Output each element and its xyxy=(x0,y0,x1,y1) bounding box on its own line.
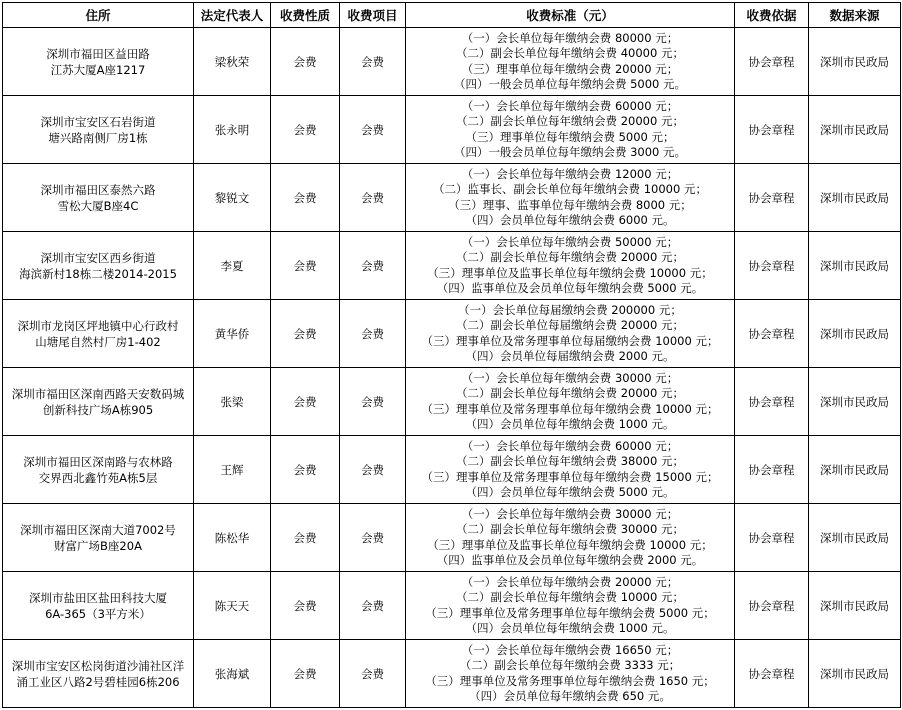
fee-standard-cell xyxy=(406,640,735,708)
address-line: 深圳市福田区深南路与农林路 xyxy=(23,454,173,469)
address-line: 财富广场B座20A xyxy=(54,538,142,553)
address-line: 深圳市龙岗区坪地镇中心行政村 xyxy=(17,318,179,333)
header-row xyxy=(3,3,901,28)
fee-standards-table xyxy=(2,2,901,708)
table-row xyxy=(3,436,901,504)
fee-standard-line: （二）副会长单位每年缴纳会费 20000 元； xyxy=(456,386,684,400)
address-line: 深圳市盐田区盐田科技大厦 xyxy=(29,590,167,605)
fee-standard-line: （三）理事单位每年缴纳会费 5000 元； xyxy=(465,129,675,144)
fee-standard-line: （三）理事单位及常务理事单位每年缴纳会费 5000 元； xyxy=(425,605,715,620)
fee-standard-cell xyxy=(406,368,735,436)
fee-nature-cell: 会费 xyxy=(271,436,340,504)
fee-standard-line: （四）会员单位每年缴纳会费 650 元。 xyxy=(469,689,671,703)
fee-nature-cell: 会费 xyxy=(271,28,340,96)
fee-nature-cell: 会费 xyxy=(271,572,340,640)
address-cell xyxy=(3,300,194,368)
address-cell xyxy=(3,504,194,572)
representative-cell: 黎锐文 xyxy=(194,164,271,232)
table-row xyxy=(3,572,901,640)
fee-standard-line: （三）理事单位及监事长单位每年缴纳会费 10000 元； xyxy=(427,265,713,280)
address-line: 江苏大厦A座1217 xyxy=(50,62,146,77)
address-cell xyxy=(3,232,194,300)
representative-cell: 张海斌 xyxy=(194,640,271,708)
address-line: 山塘尾自然村厂房1-402 xyxy=(35,334,161,349)
fee-basis-cell: 协会章程 xyxy=(735,640,809,708)
data-source-cell: 深圳市民政局 xyxy=(809,28,901,96)
header-fee-basis: 收费依据 xyxy=(735,3,809,28)
fee-standard-line: （一）会长单位每年缴纳会费 16650 元； xyxy=(461,642,679,657)
data-source-cell: 深圳市民政局 xyxy=(809,572,901,640)
table-row xyxy=(3,368,901,436)
fee-nature-cell: 会费 xyxy=(271,96,340,164)
fee-standard-line: （三）理事、监事单位每年缴纳会费 8000 元； xyxy=(448,197,692,212)
table-row xyxy=(3,28,901,96)
fee-item-cell: 会费 xyxy=(340,96,406,164)
fee-item-cell: 会费 xyxy=(340,640,406,708)
header-representative: 法定代表人 xyxy=(194,3,271,28)
fee-standard-line: （二）副会长单位每年缴纳会费 10000 元； xyxy=(456,590,684,604)
fee-standard-cell xyxy=(406,300,735,368)
address-line: 深圳市宝安区松岗街道沙浦社区洋 xyxy=(11,658,185,673)
fee-standard-line: （二）副会长单位每年缴纳会费 40000 元； xyxy=(456,46,684,60)
address-cell xyxy=(3,368,194,436)
fee-item-cell: 会费 xyxy=(340,164,406,232)
address-cell xyxy=(3,96,194,164)
fee-basis-cell: 协会章程 xyxy=(735,504,809,572)
representative-cell: 陈天天 xyxy=(194,572,271,640)
address-line: 深圳市福田区深南西路天安数码城 xyxy=(11,386,185,401)
header-fee-standard: 收费标准（元） xyxy=(406,3,735,28)
fee-basis-cell: 协会章程 xyxy=(735,368,809,436)
representative-cell: 张永明 xyxy=(194,96,271,164)
address-line: 深圳市宝安区西乡街道 xyxy=(40,250,156,265)
table-row xyxy=(3,640,901,708)
fee-standard-line: （二）副会长单位每年缴纳会费 38000 元； xyxy=(456,454,684,468)
fee-standard-line: （四）会员单位每年缴纳会费 1000 元。 xyxy=(465,621,675,635)
fee-standard-line: （三）理事单位及监事长单位每年缴纳会费 10000 元； xyxy=(427,537,713,552)
fee-standard-cell xyxy=(406,436,735,504)
fee-nature-cell: 会费 xyxy=(271,232,340,300)
address-line: 塘兴路南侧厂房1栋 xyxy=(48,130,148,145)
representative-cell: 黄华侨 xyxy=(194,300,271,368)
representative-cell: 梁秋荣 xyxy=(194,28,271,96)
fee-basis-cell: 协会章程 xyxy=(735,436,809,504)
address-line: 深圳市宝安区石岩街道 xyxy=(40,114,156,129)
fee-standard-cell xyxy=(406,504,735,572)
fee-nature-cell: 会费 xyxy=(271,368,340,436)
fee-standard-line: （一）会长单位每年缴纳会费 80000 元； xyxy=(461,30,679,45)
fee-standard-cell xyxy=(406,232,735,300)
fee-standard-line: （一）会长单位每年缴纳会费 30000 元； xyxy=(461,506,679,521)
representative-cell: 张梁 xyxy=(194,368,271,436)
header-fee-item: 收费项目 xyxy=(340,3,406,28)
address-line: 深圳市福田区泰然六路 xyxy=(40,182,156,197)
fee-item-cell: 会费 xyxy=(340,504,406,572)
fee-basis-cell: 协会章程 xyxy=(735,96,809,164)
address-line: 深圳市福田区益田路 xyxy=(46,46,150,61)
fee-standard-line: （三）理事单位及常务理事单位每年缴纳会费 15000 元； xyxy=(421,469,719,484)
fee-basis-cell: 协会章程 xyxy=(735,300,809,368)
fee-standard-cell xyxy=(406,96,735,164)
fee-item-cell: 会费 xyxy=(340,28,406,96)
table-row xyxy=(3,164,901,232)
fee-nature-cell: 会费 xyxy=(271,640,340,708)
fee-standard-line: （四）会员单位每届缴纳会费 2000 元。 xyxy=(465,349,675,363)
fee-standard-line: （四）监事单位及会员单位每年缴纳会费 5000 元。 xyxy=(436,281,704,295)
header-data-source: 数据来源 xyxy=(809,3,901,28)
data-source-cell: 深圳市民政局 xyxy=(809,164,901,232)
representative-cell: 王辉 xyxy=(194,436,271,504)
fee-standard-cell xyxy=(406,572,735,640)
address-cell xyxy=(3,436,194,504)
data-source-cell: 深圳市民政局 xyxy=(809,232,901,300)
fee-standard-line: （三）理事单位及常务理事单位每年缴纳会费 1650 元； xyxy=(425,673,715,688)
address-line: 6A-365（3平方米） xyxy=(45,606,151,621)
fee-basis-cell: 协会章程 xyxy=(735,28,809,96)
fee-standard-cell xyxy=(406,28,735,96)
fee-standard-line: （二）副会长单位每届缴纳会费 20000 元； xyxy=(456,318,684,332)
representative-cell: 陈松华 xyxy=(194,504,271,572)
fee-standard-line: （四）一般会员单位每年缴纳会费 5000 元。 xyxy=(453,77,687,91)
address-line: 涌工业区八路2号碧桂园6栋206 xyxy=(16,674,180,689)
data-source-cell: 深圳市民政局 xyxy=(809,504,901,572)
fee-nature-cell: 会费 xyxy=(271,504,340,572)
fee-standard-line: （四）会员单位每年缴纳会费 5000 元。 xyxy=(465,485,675,499)
fee-standard-line: （一）会长单位每年缴纳会费 30000 元； xyxy=(461,370,679,385)
fee-standard-line: （二）副会长单位每年缴纳会费 20000 元； xyxy=(456,250,684,264)
fee-standard-line: （一）会长单位每年缴纳会费 20000 元； xyxy=(461,574,679,589)
fee-standard-line: （一）会长单位每年缴纳会费 60000 元； xyxy=(461,438,679,453)
address-cell xyxy=(3,640,194,708)
fee-standard-line: （二）副会长单位每年缴纳会费 30000 元； xyxy=(456,522,684,536)
data-source-cell: 深圳市民政局 xyxy=(809,96,901,164)
header-fee-nature: 收费性质 xyxy=(271,3,340,28)
fee-standard-line: （二）监事长、副会长单位每年缴纳会费 10000 元； xyxy=(433,182,707,196)
address-line: 创新科技广场A栋905 xyxy=(42,402,154,417)
fee-standard-line: （四）会员单位每年缴纳会费 1000 元。 xyxy=(465,417,675,431)
fee-nature-cell: 会费 xyxy=(271,164,340,232)
fee-standard-line: （三）理事单位每年缴纳会费 20000 元； xyxy=(461,61,679,76)
fee-standard-line: （三）理事单位及常务理事单位每届缴纳会费 10000 元； xyxy=(421,333,719,348)
data-source-cell: 深圳市民政局 xyxy=(809,368,901,436)
fee-basis-cell: 协会章程 xyxy=(735,572,809,640)
fee-standard-line: （四）监事单位及会员单位每年缴纳会费 2000 元。 xyxy=(436,553,704,567)
fee-standard-line: （一）会长单位每年缴纳会费 50000 元； xyxy=(461,234,679,249)
fee-basis-cell: 协会章程 xyxy=(735,232,809,300)
table-row xyxy=(3,96,901,164)
fee-item-cell: 会费 xyxy=(340,368,406,436)
fee-standard-line: （一）会长单位每年缴纳会费 12000 元； xyxy=(461,166,679,181)
fee-standard-line: （二）副会长单位每年缴纳会费 20000 元； xyxy=(456,114,684,128)
fee-standard-line: （四）一般会员单位每年缴纳会费 3000 元。 xyxy=(453,145,687,159)
fee-standard-line: （二）副会长单位每年缴纳会费 3333 元； xyxy=(459,658,681,672)
fee-standard-cell xyxy=(406,164,735,232)
table-row xyxy=(3,504,901,572)
address-cell xyxy=(3,572,194,640)
data-source-cell: 深圳市民政局 xyxy=(809,640,901,708)
address-line: 交界西北鑫竹苑A栋5层 xyxy=(38,470,158,485)
fee-basis-cell: 协会章程 xyxy=(735,164,809,232)
table-row xyxy=(3,232,901,300)
fee-standard-line: （一）会长单位每年缴纳会费 60000 元； xyxy=(461,98,679,113)
address-line: 深圳市福田区深南大道7002号 xyxy=(20,522,176,537)
fee-item-cell: 会费 xyxy=(340,300,406,368)
fee-standard-line: （一）会长单位每届缴纳会费 200000 元； xyxy=(458,302,682,317)
address-cell xyxy=(3,28,194,96)
fee-nature-cell: 会费 xyxy=(271,300,340,368)
address-line: 海滨新村18栋二楼2014-2015 xyxy=(19,266,177,281)
fee-item-cell: 会费 xyxy=(340,436,406,504)
data-source-cell: 深圳市民政局 xyxy=(809,300,901,368)
header-address: 住所 xyxy=(3,3,194,28)
fee-item-cell: 会费 xyxy=(340,232,406,300)
fee-standard-line: （三）理事单位及常务理事单位每年缴纳会费 10000 元； xyxy=(421,401,719,416)
table-row xyxy=(3,300,901,368)
fee-standard-line: （四）会员单位每年缴纳会费 6000 元。 xyxy=(465,213,675,227)
representative-cell: 李夏 xyxy=(194,232,271,300)
fee-item-cell: 会费 xyxy=(340,572,406,640)
address-cell xyxy=(3,164,194,232)
data-source-cell: 深圳市民政局 xyxy=(809,436,901,504)
address-line: 雪松大厦B座4C xyxy=(57,198,139,213)
